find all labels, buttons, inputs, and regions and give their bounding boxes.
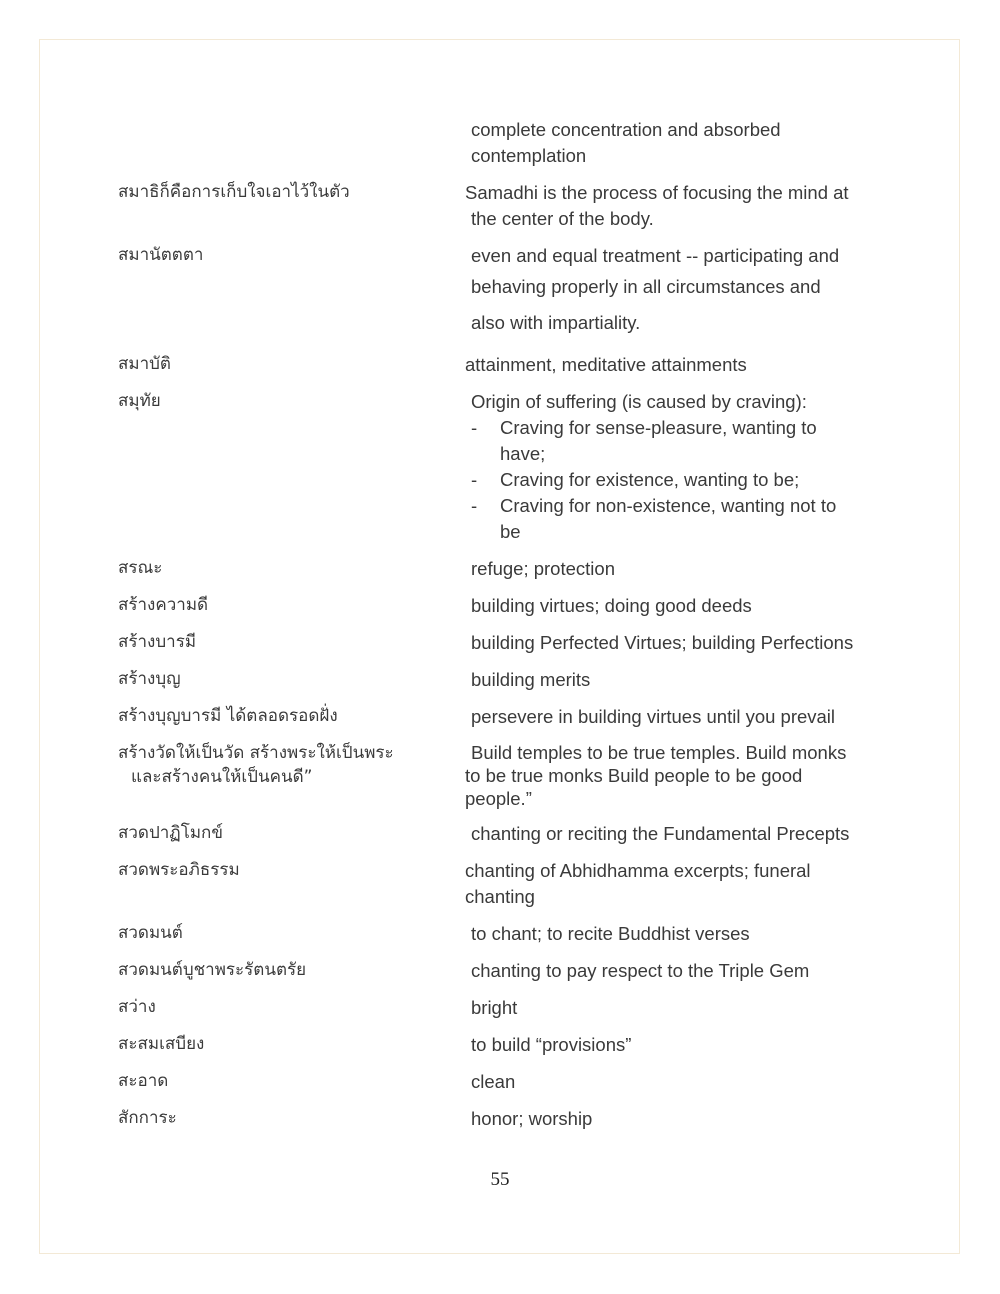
english-definition bbox=[471, 1069, 886, 1095]
definition-line: the center of the body. bbox=[471, 208, 654, 229]
thai-term-line: สวดมนต์ bbox=[118, 923, 183, 943]
definition-line: behaving properly in all circumstances and bbox=[471, 276, 821, 297]
thai-term bbox=[118, 180, 350, 204]
thai-term bbox=[118, 630, 196, 654]
english-definition bbox=[465, 352, 880, 378]
english-definition bbox=[471, 389, 886, 545]
thai-term bbox=[118, 1106, 177, 1130]
definition-line: persevere in building virtues until you prevail bbox=[471, 706, 836, 727]
bullet-item bbox=[471, 493, 886, 545]
definition-line: even and equal treatment -- participating and bbox=[471, 245, 840, 266]
english-definition bbox=[471, 117, 886, 169]
thai-term-line: สรณะ bbox=[118, 558, 163, 578]
thai-term bbox=[118, 667, 181, 691]
english-definition bbox=[471, 556, 886, 582]
definition-line: Samadhi is the process of focusing the mind at bbox=[465, 182, 849, 203]
thai-term bbox=[118, 921, 183, 945]
english-definition bbox=[471, 630, 886, 656]
thai-term-line: สวดมนต์บูชาพระรัตนตรัย bbox=[118, 960, 307, 980]
bullet-line: Craving for non-existence, wanting not to bbox=[500, 495, 837, 516]
english-definition bbox=[471, 667, 886, 693]
bullet-dash: - bbox=[471, 495, 478, 516]
thai-term bbox=[118, 1032, 204, 1056]
thai-term bbox=[118, 958, 306, 982]
bullet-line: Craving for existence, wanting to be; bbox=[500, 469, 800, 490]
english-definition bbox=[471, 1106, 886, 1132]
definition-line: refuge; protection bbox=[471, 558, 615, 579]
thai-term bbox=[118, 741, 394, 789]
english-definition bbox=[471, 821, 886, 847]
english-definition bbox=[471, 593, 886, 619]
english-definition bbox=[471, 704, 886, 730]
thai-term-line: สมาบัติ bbox=[118, 354, 171, 374]
definition-line: chanting or reciting the Fundamental Precepts bbox=[471, 823, 850, 844]
thai-term bbox=[118, 1069, 168, 1093]
thai-term-line: สร้างบารมี bbox=[118, 632, 197, 652]
thai-term-line: สร้างบุญ bbox=[118, 669, 181, 689]
definition-line: building Perfected Virtues; building Perfections bbox=[471, 632, 854, 653]
english-definition bbox=[471, 1032, 886, 1058]
thai-term-line: สมุทัย bbox=[118, 391, 161, 411]
thai-term bbox=[118, 593, 208, 617]
definition-line: chanting bbox=[465, 886, 535, 907]
definition-line: building virtues; doing good deeds bbox=[471, 595, 752, 616]
bullet-line: be bbox=[500, 521, 521, 542]
bullet-line: Craving for sense-pleasure, wanting to bbox=[500, 417, 817, 438]
definition-line: attainment, meditative attainments bbox=[465, 354, 747, 375]
definition-line: bright bbox=[471, 997, 518, 1018]
definition-line: to chant; to recite Buddhist verses bbox=[471, 923, 750, 944]
bullet-line: have; bbox=[500, 443, 546, 464]
thai-term-line: สร้างความดี bbox=[118, 595, 209, 615]
thai-term-line: สมาธิก็คือการเก็บใจเอาไว้ในตัว bbox=[118, 182, 350, 202]
definition-line: Build temples to be true temples. Build monks bbox=[471, 742, 847, 763]
definition-line: honor; worship bbox=[471, 1108, 593, 1129]
english-definition bbox=[465, 741, 880, 810]
bullet-item bbox=[471, 467, 886, 493]
thai-term-line: สะสมเสบียง bbox=[118, 1034, 205, 1054]
definition-line: also with impartiality. bbox=[471, 312, 641, 333]
definition-line: chanting to pay respect to the Triple Gem bbox=[471, 960, 810, 981]
thai-term bbox=[118, 995, 156, 1019]
thai-term bbox=[118, 389, 161, 413]
english-definition bbox=[471, 958, 886, 984]
thai-term-line: สวดพระอภิธรรม bbox=[118, 860, 240, 880]
thai-term bbox=[118, 858, 240, 882]
thai-term-line: สร้างบุญบารมี ได้ตลอดรอดฝั่ง bbox=[118, 706, 338, 726]
thai-term bbox=[118, 243, 203, 267]
english-definition bbox=[471, 921, 886, 947]
english-definition bbox=[471, 243, 886, 341]
thai-term-line: สวดปาฏิโมกข์ bbox=[118, 823, 223, 843]
bullet-dash: - bbox=[471, 417, 478, 438]
thai-term-line: และสร้างคนให้เป็นคนดี” bbox=[131, 767, 313, 787]
definition-line: Origin of suffering (is caused by craving): bbox=[471, 391, 807, 412]
english-definition bbox=[465, 858, 880, 910]
definition-line: contemplation bbox=[471, 145, 587, 166]
definition-line: to build “provisions” bbox=[471, 1034, 632, 1055]
thai-term bbox=[118, 556, 162, 580]
bullet-item bbox=[471, 415, 886, 467]
thai-term-line: สร้างวัดให้เป็นวัด สร้างพระให้เป็นพระ bbox=[118, 743, 394, 763]
english-definition bbox=[471, 995, 886, 1021]
english-definition bbox=[465, 180, 880, 232]
definition-line: clean bbox=[471, 1071, 516, 1092]
page-number: 55 bbox=[490, 1169, 510, 1190]
definition-line: chanting of Abhidhamma excerpts; funeral bbox=[465, 860, 811, 881]
definition-line: to be true monks Build people to be good bbox=[465, 765, 803, 786]
definition-line: complete concentration and absorbed bbox=[471, 119, 781, 140]
thai-term-line: สว่าง bbox=[118, 997, 156, 1017]
thai-term-line: สมานัตตตา bbox=[118, 245, 204, 265]
thai-term bbox=[118, 352, 171, 376]
definition-line: people.” bbox=[465, 788, 532, 809]
definition-line: building merits bbox=[471, 669, 591, 690]
thai-term-line: สะอาด bbox=[118, 1071, 169, 1091]
thai-term bbox=[118, 704, 338, 728]
thai-term-line: สักการะ bbox=[118, 1108, 177, 1128]
thai-term bbox=[118, 821, 223, 845]
bullet-dash: - bbox=[471, 469, 478, 490]
